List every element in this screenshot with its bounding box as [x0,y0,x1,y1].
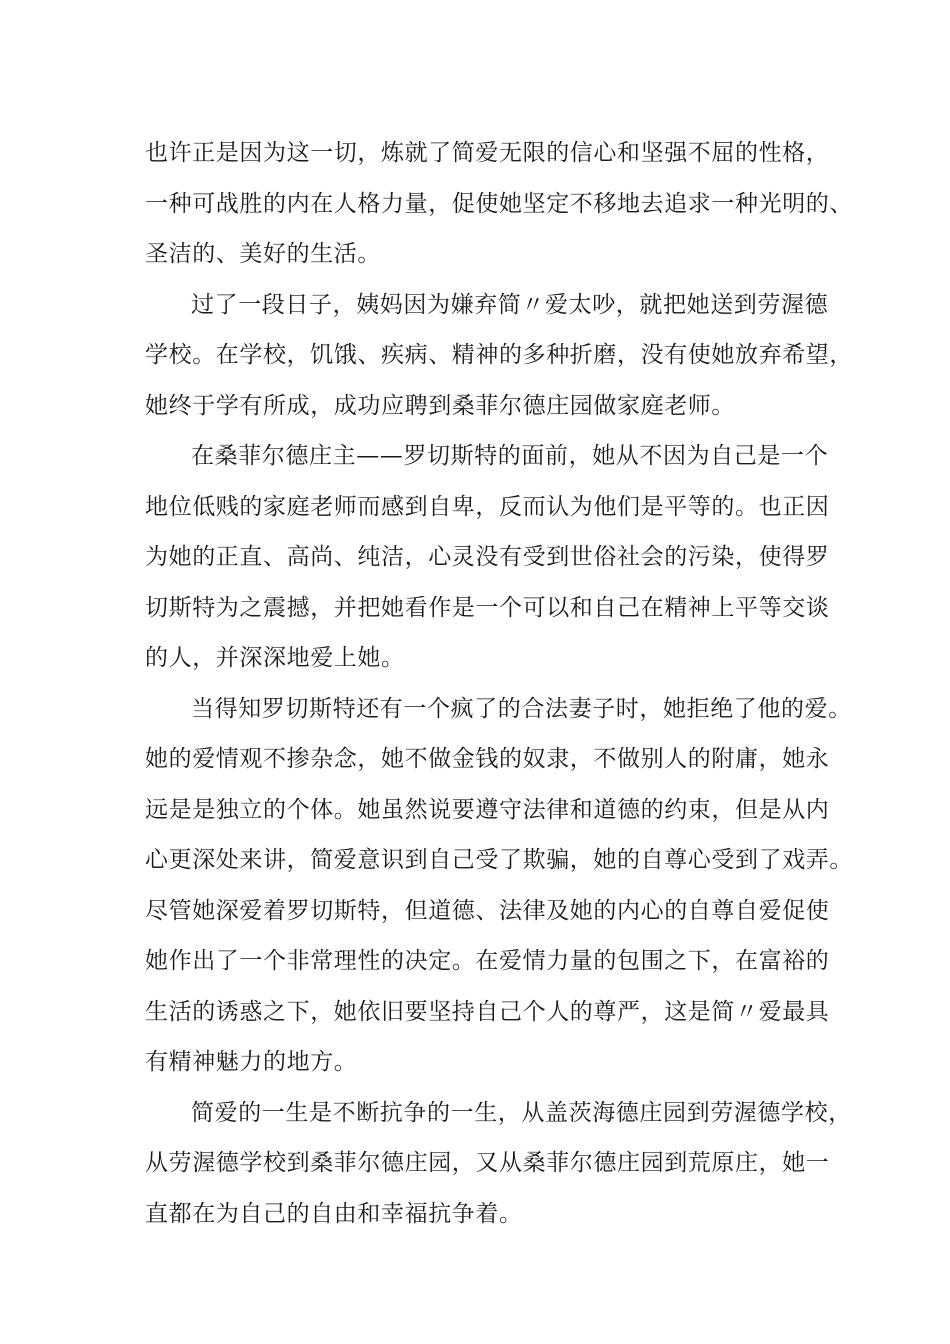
paragraph [145,280,853,432]
paragraph-line: 她作出了一个非常理性的决定。在爱情力量的包围之下，在富裕的 [145,948,830,974]
paragraph-line: 学校。在学校，饥饿、疾病、精神的多种折磨，没有使她放弃希望， [145,342,853,368]
paragraph-line: 过了一段日子，姨妈因为嫌弃简〃爱太吵，就把她送到劳渥德 [191,291,829,318]
paragraph-line: 直都在为自己的自由和幸福抗争着。 [145,1200,523,1227]
paragraph-line: 一种可战胜的内在人格力量，促使她坚定不移地去追求一种光明的、 [145,190,853,217]
paragraph [145,431,830,684]
paragraph-line: 圣洁的、美好的生活。 [145,241,381,267]
paragraph-line: 也许正是因为这一切，炼就了简爱无限的信心和坚强不屈的性格， [145,140,830,166]
paragraph-line: 在桑菲尔德庄主——罗切斯特的面前，她从不因为自己是一个 [191,443,829,469]
document-body [145,128,853,1239]
paragraph-line: 切斯特为之震撼，并把她看作是一个可以和自己在精神上平等交谈 [145,594,830,621]
paragraph-line: 她终于学有所成，成功应聘到桑菲尔德庄园做家庭老师。 [145,392,735,419]
paragraph-line: 生活的诱惑之下，她依旧要坚持自己个人的尊严，这是简〃爱最具 [145,998,830,1025]
paragraph-line: 从劳渥德学校到桑菲尔德庄园，又从桑菲尔德庄园到荒原庄，她一 [145,1150,830,1176]
paragraph-line: 当得知罗切斯特还有一个疯了的合法妻子时，她拒绝了他的爱。 [191,695,852,722]
paragraph-line: 的人，并深深地爱上她。 [145,645,405,671]
paragraph-line: 为她的正直、高尚、纯洁，心灵没有受到世俗社会的污染，使得罗 [145,544,830,570]
paragraph-line: 简爱的一生是不断抗争的一生，从盖茨海德庄园到劳渥德学校， [191,1099,852,1126]
paragraph [145,1088,852,1240]
paragraph-line: 尽管她深爱着罗切斯特，但道德、法律及她的内心的自尊自爱促使 [145,897,830,924]
paragraph [145,128,853,280]
paragraph-line: 有精神魅力的地方。 [145,1049,358,1075]
paragraph [145,684,853,1088]
paragraph-line: 她的爱情观不掺杂念，她不做金钱的奴隶，不做别人的附庸，她永 [145,746,830,772]
paragraph-line: 心更深处来讲，简爱意识到自己受了欺骗，她的自尊心受到了戏弄。 [145,847,853,873]
paragraph-line: 地位低贱的家庭老师而感到自卑，反而认为他们是平等的。也正因 [145,493,830,520]
paragraph-line: 远是是独立的个体。她虽然说要遵守法律和道德的约束，但是从内 [145,796,830,823]
